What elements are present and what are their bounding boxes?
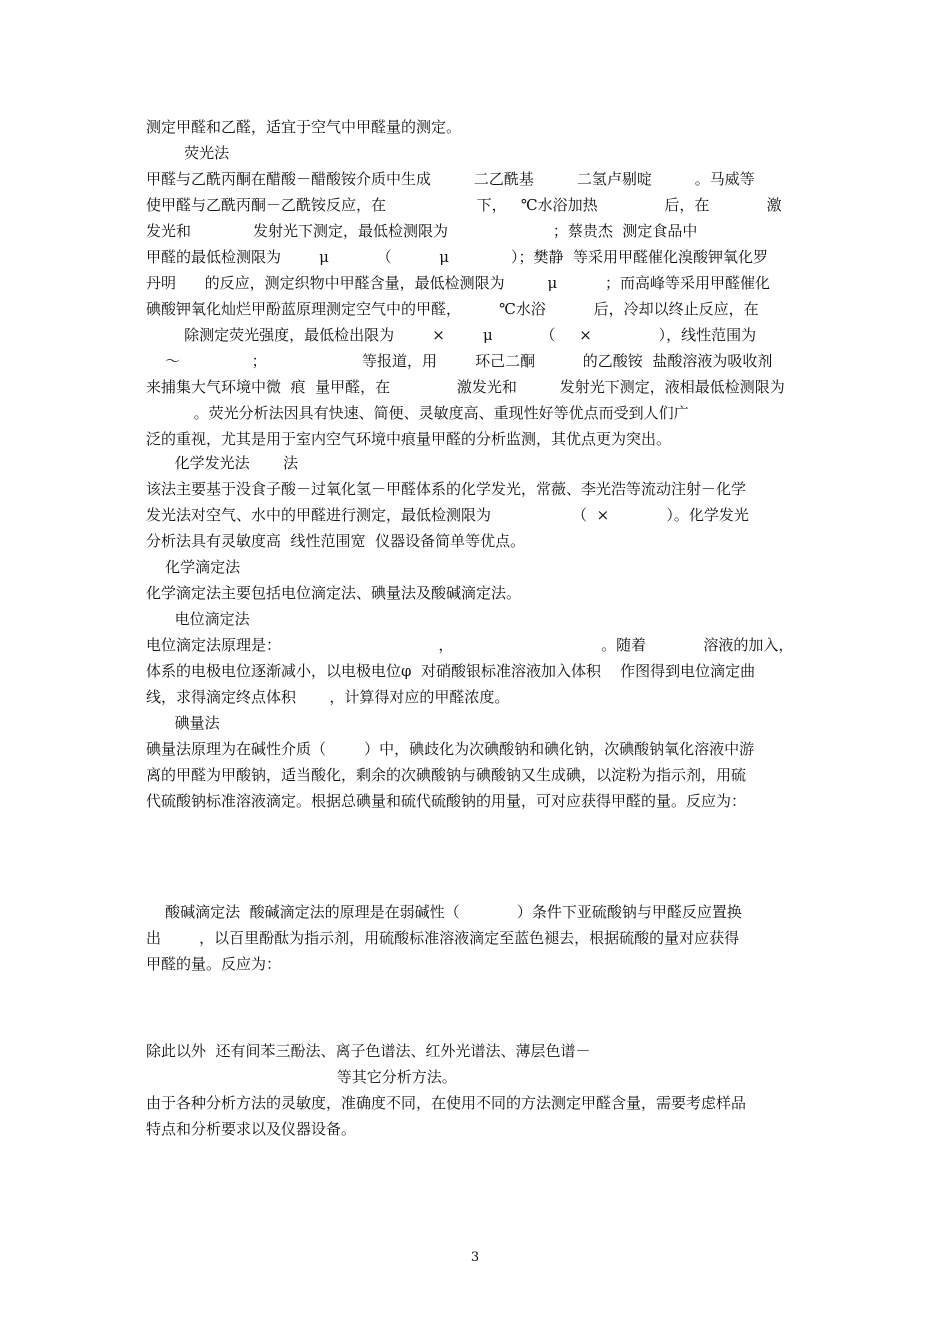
text-line: 发光和 发射光下测定，最低检测限为 ；蔡贵杰 测定食品中	[146, 222, 698, 240]
text-line: 代硫酸钠标准溶液滴定。根据总碘量和硫代硫酸钠的用量，可对应获得甲醛的量。反应为：	[146, 792, 747, 810]
text-line: 电位滴定法原理是： ， 。随着 溶液的加入，	[146, 636, 794, 654]
text-line: 出 ，以百里酚酞为指示剂，用硫酸标准溶液滴定至蓝色褪去，根据硫酸的量对应获得	[146, 929, 740, 947]
text-line: 来捕集大气环境中微 痕 量甲醛，在 激发光和 发射光下测定，液相最低检测限为	[146, 378, 785, 396]
text-line: 由于各种分析方法的灵敏度，准确度不同，在使用不同的方法测定甲醛含量，需要考虑样品	[146, 1094, 747, 1112]
section-heading-potentiometric: 电位滴定法	[146, 610, 250, 628]
text-line: 丹明 的反应，测定织物中甲醛含量，最低检测限为 μ ；而高峰等采用甲醛催化	[146, 274, 770, 292]
text-line: 酸碱滴定法 酸碱滴定法的原理是在弱碱性（ ）条件下亚硫酸钠与甲醛反应置换	[146, 903, 742, 921]
text-line: 碘酸钾氧化灿烂甲酚蓝原理测定空气中的甲醛， ℃水浴 后，冷却以终止反应，在	[146, 300, 759, 318]
text-line: 。荧光分析法因具有快速、简便、灵敏度高、重现性好等优点而受到人们广	[146, 404, 689, 422]
text-line: 离的甲醛为甲酸钠，适当酸化，剩余的次碘酸钠与碘酸钠又生成碘，以淀粉为指示剂，用硫	[146, 766, 747, 784]
text-line: 发光法对空气、水中的甲醛进行测定，最低检测限为 （ × ）。化学发光	[146, 506, 749, 524]
section-heading-iodometry: 碘量法	[146, 714, 220, 732]
text-line: 体系的电极电位逐渐减小，以电极电位φ 对硝酸银标准溶液加入体积 作图得到电位滴定曲	[146, 662, 756, 680]
page-number: 3	[470, 1250, 480, 1265]
text-line: 线，求得滴定终点体积 ，计算得对应的甲醛浓度。	[146, 688, 510, 706]
text-line: 碘量法原理为在碱性介质（ ）中，碘歧化为次碘酸钠和碘化钠，次碘酸钠氧化溶液中游	[146, 740, 755, 758]
text-line: 测定甲醛和乙醛，适宜于空气中甲醛量的测定。	[146, 118, 462, 136]
text-line: 等其它分析方法。	[146, 1068, 457, 1086]
text-line: 甲醛与乙酰丙酮在醋酸－醋酸铵介质中生成 二乙酰基 二氢卢剔啶 。马威等	[146, 170, 755, 188]
text-line: ～ ； 等报道，用 环己二酮 的乙酸铵 盐酸溶液为吸收剂	[146, 352, 773, 370]
section-heading-fluorescence: 荧光法	[146, 144, 230, 162]
text-line: 泛的重视，尤其是用于室内空气环境中痕量甲醛的分析监测，其优点更为突出。	[146, 430, 672, 448]
section-heading-chemiluminescence: 化学发光法 法	[146, 454, 298, 472]
text-line: 除此以外 还有间苯三酚法、离子色谱法、红外光谱法、薄层色谱－	[146, 1042, 591, 1060]
text-line: 分析法具有灵敏度高 线性范围宽 仪器设备简单等优点。	[146, 532, 526, 550]
text-line: 化学滴定法主要包括电位滴定法、碘量法及酸碱滴定法。	[146, 584, 522, 602]
text-line: 甲醛的最低检测限为 μ （ μ ）；樊静 等采用甲醛催化溴酸钾氧化罗	[146, 248, 769, 266]
text-line: 除测定荧光强度，最低检出限为 × μ （ × ），线性范围为	[146, 326, 757, 344]
text-line: 该法主要基于没食子酸－过氧化氢－甲醛体系的化学发光，常薇、李光浩等流动注射－化学	[146, 480, 747, 498]
text-line: 特点和分析要求以及仪器设备。	[146, 1120, 357, 1138]
section-heading-titration: 化学滴定法	[146, 558, 241, 576]
text-line: 使甲醛与乙酰丙酮－乙酰铵反应，在 下， ℃水浴加热 后，在 激	[146, 196, 782, 214]
text-line: 甲醛的量。反应为：	[146, 955, 282, 973]
